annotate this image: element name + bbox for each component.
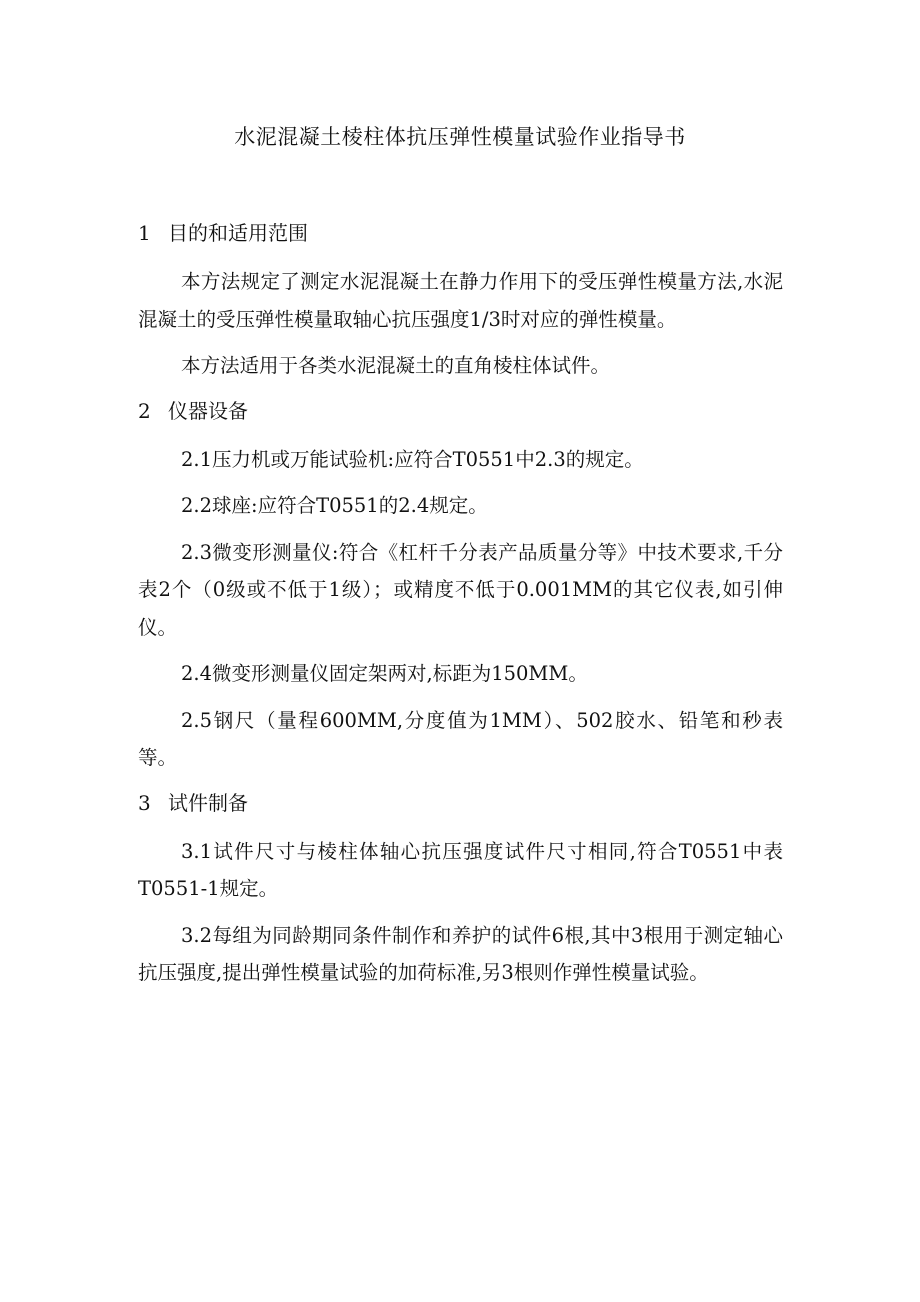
paragraph: 3.2每组为同龄期同条件制作和养护的试件6根,其中3根用于测定轴心抗压强度,提出弹性模量试验的加荷标准,另3根则作弹性模量试验。: [138, 923, 783, 984]
paragraph: 2.3微变形测量仪:符合《杠杆千分表产品质量分等》中技术要求,千分表2个（0级或不低于1级）；或精度不低于0.001MM的其它仪表,如引伸仪。: [138, 540, 783, 639]
section-1: [138, 213, 783, 391]
paragraph: 本方法规定了测定水泥混凝土在静力作用下的受压弹性模量方法,水泥混凝土的受压弹性模量取轴心抗压强度1/3时对应的弹性模量。: [138, 270, 783, 331]
section-heading: [138, 783, 783, 830]
document-title: 水泥混凝土棱柱体抗压弹性模量试验作业指导书: [234, 125, 686, 149]
section-heading: [138, 213, 783, 260]
section-title: 试件制备: [168, 790, 248, 815]
section-number: 2: [138, 398, 151, 423]
paragraph: 2.2球座:应符合T0551的2.4规定。: [181, 494, 488, 517]
section-2: [138, 391, 783, 783]
section-heading: [138, 391, 783, 438]
section-3: [138, 783, 783, 998]
section-title: 仪器设备: [168, 398, 248, 423]
paragraph: 3.1试件尺寸与棱柱体轴心抗压强度试件尺寸相同,符合T0551中表T0551-1规定。: [138, 839, 783, 900]
section-title: 目的和适用范围: [168, 221, 308, 245]
document-body: [138, 213, 783, 998]
paragraph: 2.1压力机或万能试验机:应符合T0551中2.3的规定。: [181, 447, 644, 471]
section-number: 3: [138, 790, 151, 815]
section-number: 1: [138, 221, 151, 245]
paragraph: 本方法适用于各类水泥混凝土的直角棱柱体试件。: [181, 354, 611, 377]
paragraph: 2.4微变形测量仪固定架两对,标距为150MM。: [181, 662, 588, 685]
paragraph: 2.5钢尺（量程600MM,分度值为1MM）、502胶水、铅笔和秒表等。: [138, 708, 783, 769]
